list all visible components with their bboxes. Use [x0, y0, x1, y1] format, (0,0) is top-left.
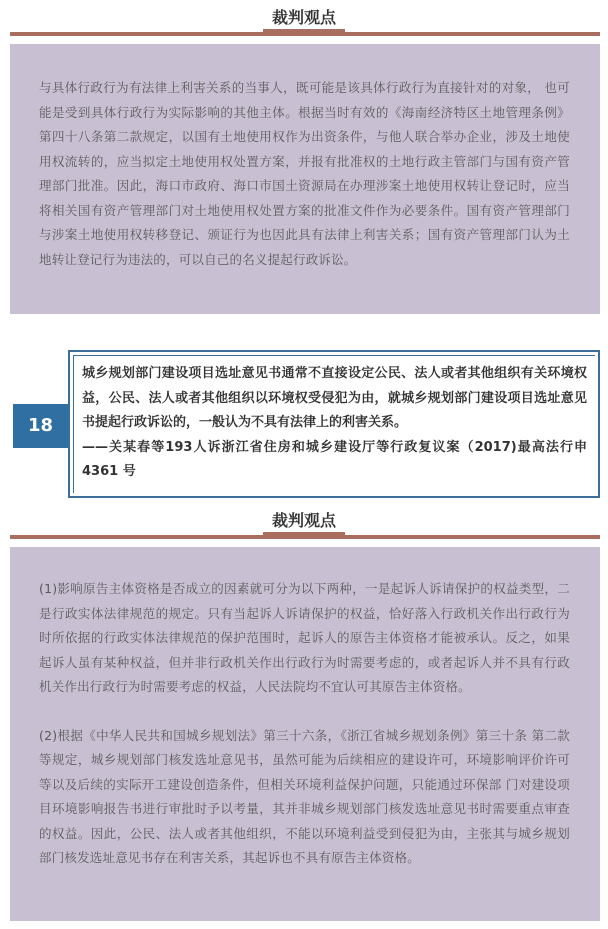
section2-para2: (2)根据《中华人民共和国城乡规划法》第三十六条，《浙江省城乡规划条例》第三十条 第二款等规定，城乡规划部门核发选址意见书，虽然可能为后续相应的建设许可，环境影响评价许可等以及后续的实际开工建设创造条件，但相关环境利益保护问题，只能通过环保部 门对建设项目环境影响报告书进行审批时予以考量，其并非城乡规划部门核发选址意见书时需要重点审查的权益。因此，公民、法人或者其他组织，不能以环境利益受到侵犯为由，主张其与城乡规划部门核发选址意见书存在利害关系，其起诉也不具有原告主体资格。 [39, 727, 570, 865]
section2-title: 裁判观点 [271, 511, 336, 530]
case-summary: 城乡规划部门建设项目选址意见书通常不直接设定公民、法人或者其他组织有关环境权益，公民、法人或者其他组织以环境权受侵犯为由，就城乡规划部门建设项目选址意见书提起行政诉讼的，一般认为不具有法律上的利害关系。 [82, 366, 587, 430]
section1-divider [10, 32, 600, 36]
section2-para1: (1)影响原告主体资格是否成立的因素就可分为以下两种，一是起诉人诉请保护的权益类型，二是行政实体法律规范的规定。只有当起诉人诉请保护的权益，恰好落入行政机关作出行政行为时所依据的行政实体法律规范的保护范围时，起诉人的原告主体资格才能被承认。反之，如果起诉人虽有某种权益，但并非行政机关作出行政行为时需要考虑的，或者起诉人并不具有行政机关作出行政行为时需要考虑的权益，人民法院均不宜认可其原告主体资格。 [39, 581, 570, 694]
case-box-inner [73, 355, 595, 493]
section1-body: 与具体行政行为有法律上利害关系的当事人，既可能是该具体行政行为直接针对的对象， 也可能是受到具体行政行为实际影响的其他主体。根据当时有效的《海南经济特区土地管理条例》第四十八条第二款规定，以国有土地使用权作为出资条件，与他人联合举办企业，涉及土地使用权流转的，应当拟定土地使用权处置方案，并报有批准权的土地行政主管部门与国有资产管理部门批准。因此，海口市政府、海口市国土资源局在办理涉案土地使用权转让登记时，应当将相关国有资产管理部门对土地使用权处置方案的批准文件作为必要条件。国有资产管理部门与涉案土地使用权转移登记、颁证行为也因此具有法律上利害关系；国有资产管理部门认为土地转让登记行为违法的，可以自己的名义提起行政诉讼。 [39, 80, 570, 267]
section1-panel [10, 44, 600, 314]
case-number-badge: 18 [13, 404, 68, 448]
section2-divider [10, 535, 600, 539]
case-box [68, 350, 600, 498]
case-citation: ——关某春等193人诉浙江省住房和城乡建设厅等行政复议案（2017)最高法行申4361 号 [82, 439, 587, 479]
section1-title: 裁判观点 [271, 8, 336, 27]
section2-panel [10, 547, 600, 921]
